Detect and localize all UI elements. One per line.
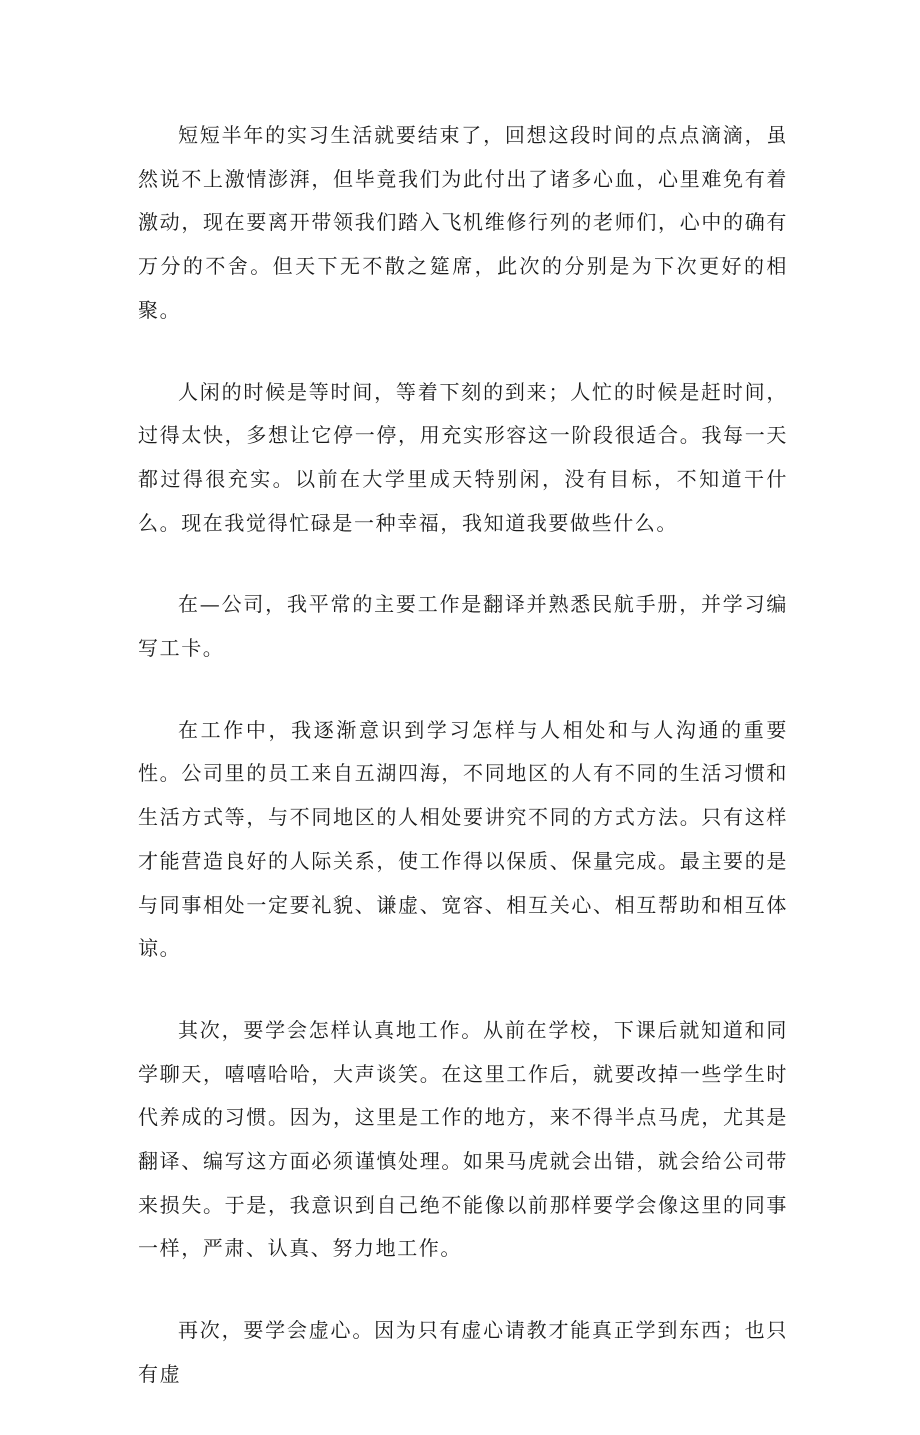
paragraph-serious-work: 其次，要学会怎样认真地工作。从前在学校，下课后就知道和同学聊天，嘻嘻哈哈，大声谈笑。在这里工作后，就要改掉一些学生时代养成的习惯。因为，这里是工作的地方，来不得半点马虎，尤其是翻译、编写这方面必须谨慎处理。如果马虎就会出错，就会给公司带来损失。于是，我意识到自己绝不能像以前那样要学会像这里的同事一样，严肃、认真、努力地工作。 — [138, 1017, 788, 1261]
paragraph-internship-ending: 短短半年的实习生活就要结束了，回想这段时间的点点滴滴，虽然说不上激情澎湃，但毕竟我们为此付出了诸多心血，心里难免有着激动，现在要离开带领我们踏入飞机维修行列的老师们，心中的确有万分的不舍。但天下无不散之筵席，此次的分别是为下次更好的相聚。 — [138, 123, 788, 322]
paragraph-main-work: 在—公司，我平常的主要工作是翻译并熟悉民航手册，并学习编写工卡。 — [138, 592, 788, 661]
paragraph-getting-along: 在工作中，我逐渐意识到学习怎样与人相处和与人沟通的重要性。公司里的员工来自五湖四海，不同地区的人有不同的生活习惯和生活方式等，与不同地区的人相处要讲究不同的方式方法。只有这样才能营造良好的人际关系，使工作得以保质、保量完成。最主要的是与同事相处一定要礼貌、谦虚、宽容、相互关心、相互帮助和相互体谅。 — [138, 717, 788, 961]
paragraph-busy-time: 人闲的时候是等时间，等着下刻的到来；人忙的时候是赶时间，过得太快，多想让它停一停，用充实形容这一阶段很适合。我每一天都过得很充实。以前在大学里成天特别闲，没有目标，不知道干什么。现在我觉得忙碌是一种幸福，我知道我要做些什么。 — [138, 379, 788, 535]
paragraph-modesty: 再次，要学会虚心。因为只有虚心请教才能真正学到东西；也只有虚 — [138, 1318, 788, 1386]
document-body — [138, 114, 788, 1435]
